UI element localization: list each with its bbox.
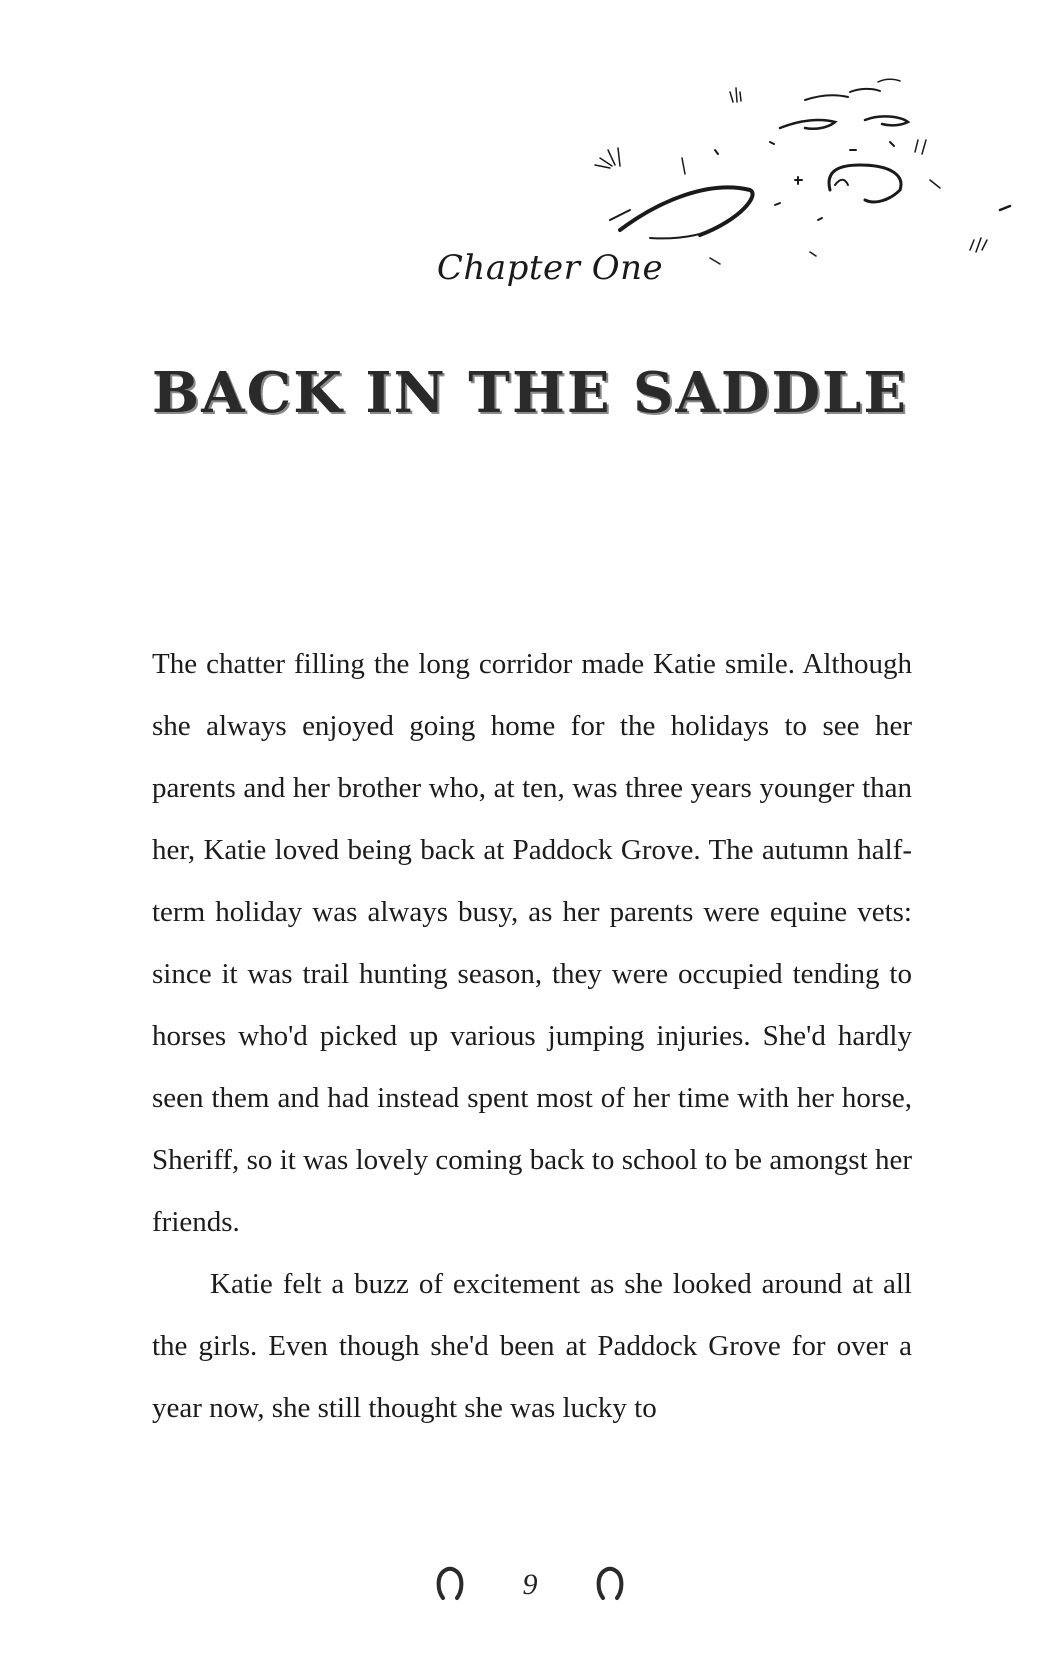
page-footer — [0, 1566, 1060, 1604]
horseshoe-icon — [595, 1566, 625, 1604]
body-text — [152, 633, 912, 1439]
paragraph: The chatter filling the long corridor made Katie smile. Although she always enjoyed going home for the holidays to see her parents and her brother who, at ten, was three years younger than her, Katie loved being back at Paddock Grove. The autumn half-term holiday was always busy, as her parents were equine vets: since it was trail hunting season, they were occupied tending to horses who'd picked up various jumping injuries. She'd hardly seen them and had instead spent most of her time with her horse, Sheriff, so it was lovely coming back to school to be amongst her friends. — [152, 648, 912, 1238]
horseshoe-icon — [435, 1566, 465, 1604]
paragraph: Katie felt a buzz of excitement as she looked around at all the girls. Even though she'd been at Paddock Grove for over a year now, she still thought she was lucky to — [152, 1268, 912, 1424]
chapter-title: BACK IN THE SADDLE — [151, 360, 909, 426]
chapter-label: Chapter One — [436, 248, 664, 288]
page-number: 9 — [522, 1568, 538, 1602]
